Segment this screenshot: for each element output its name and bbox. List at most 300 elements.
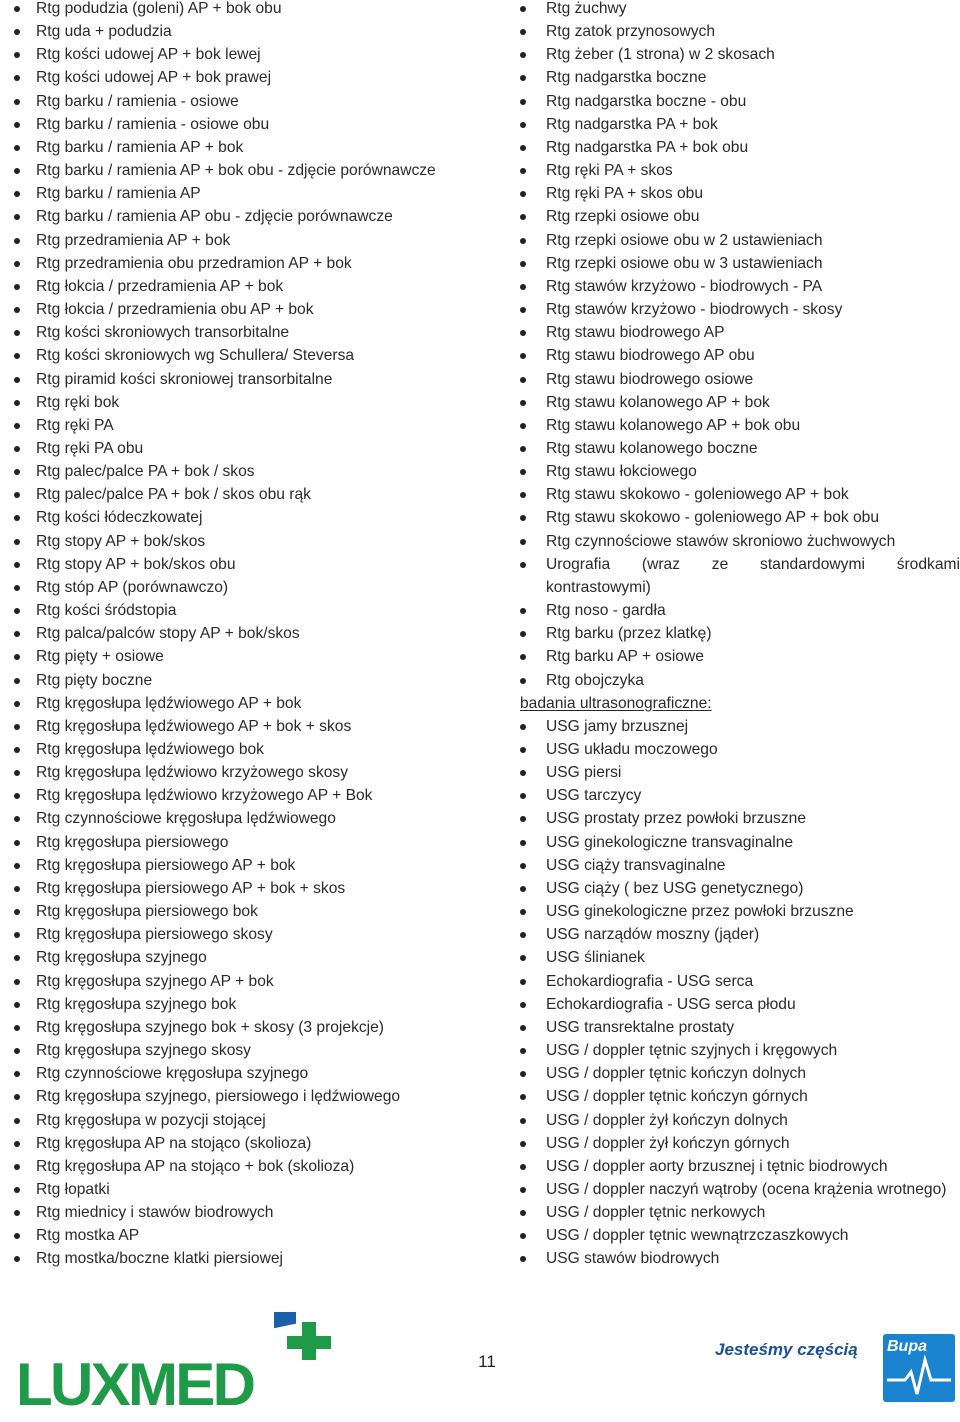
- page-number: 11: [478, 1352, 496, 1371]
- list-item-text: Rtg kręgosłupa piersiowego AP + bok + skos: [36, 879, 346, 897]
- bullet-icon: [520, 724, 526, 730]
- list-item-text: Rtg żeber (1 strona) w 2 skosach: [546, 46, 775, 64]
- list-item-text: Rtg kręgosłupa lędźwiowego bok: [36, 741, 264, 758]
- list-item: [505, 1247, 960, 1270]
- bullet-icon: [14, 29, 20, 35]
- list-item: [505, 784, 960, 807]
- list-item: [505, 1178, 960, 1201]
- list-item: [505, 368, 960, 391]
- list-item: [0, 645, 500, 668]
- bullet-icon: [520, 654, 526, 660]
- bullet-icon: [520, 1048, 526, 1054]
- list-item: [505, 599, 960, 622]
- list-item-text: USG piersi: [546, 764, 622, 782]
- list-item: [505, 20, 960, 43]
- bullet-icon: [14, 770, 20, 776]
- list-item-text: Rtg palec/palce PA + bok / skos: [36, 463, 255, 481]
- list-item-text: Rtg barku / ramienia AP + bok: [36, 138, 244, 156]
- bullet-icon: [520, 168, 526, 174]
- bullet-icon: [520, 793, 526, 799]
- list-item-text: Rtg pięty boczne: [36, 671, 153, 689]
- bullet-icon: [520, 1256, 526, 1262]
- bullet-icon: [520, 1025, 526, 1031]
- bullet-icon: [14, 631, 20, 637]
- list-item: [0, 0, 500, 20]
- list-item-text: Rtg palca/palców stopy AP + bok/skos: [36, 625, 300, 643]
- list-item-text: Rtg stawów krzyżowo - biodrowych - PA: [546, 277, 823, 295]
- bullet-icon: [520, 1164, 526, 1170]
- list-item: [505, 1155, 960, 1178]
- list-item-text: Rtg kręgosłupa lędźwiowo krzyżowego skosy: [36, 764, 349, 782]
- bupa-badge: [883, 1334, 955, 1402]
- list-item: [0, 66, 500, 89]
- list-item: [505, 669, 960, 692]
- bullet-icon: [14, 840, 20, 846]
- list-item-text: Rtg kręgosłupa AP na stojąco + bok (skolioza): [36, 1157, 355, 1175]
- list-item: [505, 738, 960, 761]
- list-item: [505, 900, 960, 923]
- bullet-icon: [520, 678, 526, 684]
- list-item: [0, 993, 500, 1016]
- right-column: [505, 0, 960, 1271]
- bullet-icon: [14, 1025, 20, 1031]
- bullet-icon: [14, 1141, 20, 1147]
- list-item: [505, 298, 960, 321]
- list-item-text: Rtg stopy AP + bok/skos obu: [36, 555, 236, 573]
- bullet-icon: [14, 724, 20, 730]
- list-item-text: Rtg kręgosłupa lędźwiowego AP + bok + skos: [36, 717, 352, 735]
- list-item-text: Rtg stawu skokowo - goleniowego AP + bok: [546, 486, 849, 504]
- list-item-text: USG ginekologiczne transvaginalne: [546, 833, 794, 851]
- list-item-text: Rtg kości skroniowych wg Schullera/ Steversa: [36, 347, 355, 365]
- bullet-icon: [14, 955, 20, 961]
- bullet-icon: [520, 816, 526, 822]
- list-item-text: Rtg barku / ramienia AP obu - zdjęcie porównawcze: [36, 208, 393, 226]
- list-item: [0, 275, 500, 298]
- urografia-word: standardowymi: [760, 555, 865, 573]
- list-item: [505, 1085, 960, 1108]
- list-item: [505, 970, 960, 993]
- list-item: [0, 391, 500, 414]
- list-item-text: Rtg kręgosłupa piersiowego AP + bok: [36, 856, 296, 874]
- bullet-icon: [14, 377, 20, 383]
- bullet-icon: [14, 863, 20, 869]
- list-item: [0, 136, 500, 159]
- bullet-icon: [14, 423, 20, 429]
- list-item-text: Rtg stawu biodrowego AP obu: [546, 347, 755, 365]
- list-item-text: Rtg kręgosłupa piersiowego bok: [36, 903, 258, 921]
- list-item: [505, 252, 960, 275]
- bullet-icon: [14, 562, 20, 568]
- list-item-text: Rtg nadgarstka boczne - obu: [546, 92, 747, 110]
- list-item-text: USG / doppler tętnic wewnątrzczaszkowych: [546, 1227, 849, 1245]
- list-item-text: USG / doppler aorty brzusznej i tętnic biodrowych: [546, 1157, 888, 1175]
- list-item: [505, 1224, 960, 1247]
- bullet-icon: [520, 6, 526, 12]
- list-item-text: Rtg kości śródstopia: [36, 602, 177, 620]
- bullet-icon: [14, 75, 20, 81]
- list-item: [0, 1062, 500, 1085]
- bullet-icon: [520, 1233, 526, 1239]
- list-item-text: Rtg kręgosłupa szyjnego: [36, 949, 207, 967]
- list-item-text: Rtg barku (przez klatkę): [546, 625, 712, 643]
- list-item-text: USG stawów biodrowych: [546, 1250, 720, 1268]
- bullet-icon: [14, 6, 20, 12]
- bullet-icon: [520, 1141, 526, 1147]
- list-item: [505, 946, 960, 969]
- list-item: [0, 946, 500, 969]
- bullet-icon: [520, 214, 526, 220]
- list-item-text: Rtg mostka/boczne klatki piersiowej: [36, 1250, 284, 1268]
- bullet-icon: [520, 840, 526, 846]
- bullet-icon: [14, 539, 20, 545]
- list-item: [0, 1039, 500, 1062]
- bullet-icon: [520, 191, 526, 197]
- bullet-icon: [14, 261, 20, 267]
- bullet-icon: [520, 284, 526, 290]
- list-item: [0, 831, 500, 854]
- bullet-icon: [14, 909, 20, 915]
- list-item: [505, 1132, 960, 1155]
- list-item-text: Rtg barku AP + osiowe: [546, 648, 704, 666]
- bullet-icon: [14, 701, 20, 707]
- bullet-icon: [520, 747, 526, 753]
- list-item-text: Rtg pięty + osiowe: [36, 648, 164, 666]
- list-item: [0, 854, 500, 877]
- bullet-icon: [14, 353, 20, 359]
- bullet-icon: [14, 1002, 20, 1008]
- bullet-icon: [14, 515, 20, 521]
- list-item: [0, 692, 500, 715]
- list-item-text: Rtg barku / ramienia AP: [36, 185, 201, 203]
- urografia-word: ze: [711, 555, 729, 573]
- list-item: [0, 113, 500, 136]
- list-item: [505, 414, 960, 437]
- list-item-text: Rtg kości skroniowych transorbitalne: [36, 324, 290, 342]
- list-item-text: Rtg ręki PA: [36, 416, 114, 434]
- bullet-icon: [14, 122, 20, 128]
- list-item-text: Rtg kręgosłupa w pozycji stojącej: [36, 1111, 266, 1129]
- list-item-text: Rtg kręgosłupa szyjnego skosy: [36, 1042, 251, 1060]
- list-item: [0, 298, 500, 321]
- list-item-text: Rtg ręki PA + skos: [546, 162, 673, 180]
- bullet-icon: [14, 747, 20, 753]
- list-item: [505, 205, 960, 228]
- list-item: [0, 970, 500, 993]
- bullet-icon: [520, 955, 526, 961]
- list-item: [505, 761, 960, 784]
- bullet-icon: [520, 1210, 526, 1216]
- list-item: [505, 1016, 960, 1039]
- list-item-text: Rtg barku / ramienia - osiowe: [36, 92, 239, 110]
- list-item: [0, 622, 500, 645]
- list-item: [505, 43, 960, 66]
- list-item: [505, 344, 960, 367]
- bullet-icon: [14, 678, 20, 684]
- list-item: [505, 645, 960, 668]
- list-item-text: Rtg kręgosłupa szyjnego bok + skosy (3 projekcje): [36, 1018, 384, 1036]
- bullet-icon: [520, 515, 526, 521]
- right-list-urografia: [505, 553, 960, 599]
- bullet-icon: [520, 608, 526, 614]
- bullet-icon: [14, 1071, 20, 1077]
- list-item: [505, 182, 960, 205]
- list-item-text: USG narządów moszny (jąder): [546, 926, 760, 944]
- bullet-icon: [520, 52, 526, 58]
- bullet-icon: [14, 1094, 20, 1100]
- list-item-text: Rtg stawu kolanowego AP + bok: [546, 393, 770, 411]
- bullet-icon: [14, 816, 20, 822]
- list-item: [0, 368, 500, 391]
- list-item: [505, 854, 960, 877]
- right-list-rtg-cont: [505, 599, 960, 692]
- list-item-text: USG prostaty przez powłoki brzuszne: [546, 810, 806, 828]
- bullet-icon: [14, 330, 20, 336]
- list-item: [505, 807, 960, 830]
- list-item-text: Rtg kręgosłupa piersiowego: [36, 833, 229, 851]
- bullet-icon: [520, 1071, 526, 1077]
- bullet-icon: [520, 353, 526, 359]
- list-item-text: Rtg stawu biodrowego AP: [546, 324, 725, 342]
- urografia-line-1: [546, 553, 960, 576]
- list-item-text: Rtg stawu biodrowego osiowe: [546, 370, 754, 388]
- bullet-icon: [14, 608, 20, 614]
- bupa-wordmark: Bupa: [887, 1338, 927, 1355]
- urografia-word: (wraz: [641, 555, 681, 573]
- list-item: [505, 715, 960, 738]
- bullet-icon: [520, 492, 526, 498]
- list-item-text: Rtg stawu kolanowego boczne: [546, 439, 758, 457]
- bupa-slogan: Jesteśmy częścią: [715, 1340, 858, 1359]
- bullet-icon: [520, 99, 526, 105]
- list-item: [0, 252, 500, 275]
- list-item-text: Rtg kręgosłupa lędźwiowego AP + bok: [36, 694, 302, 712]
- bullet-icon: [520, 886, 526, 892]
- list-item: [0, 553, 500, 576]
- list-item: [505, 66, 960, 89]
- bullet-icon: [520, 979, 526, 985]
- list-item-text: Rtg łokcia / przedramienia obu AP + bok: [36, 301, 314, 319]
- list-item: [505, 90, 960, 113]
- bullet-icon: [520, 863, 526, 869]
- list-item: [0, 321, 500, 344]
- list-item: [505, 321, 960, 344]
- page-footer: [0, 1300, 960, 1422]
- list-item-text: Rtg nadgarstka boczne: [546, 69, 707, 87]
- list-item-text: Rtg kości udowej AP + bok prawej: [36, 69, 272, 87]
- list-item: [0, 738, 500, 761]
- bullet-icon: [14, 446, 20, 452]
- list-item: [0, 20, 500, 43]
- bullet-icon: [14, 979, 20, 985]
- bullet-icon: [14, 214, 20, 220]
- bupa-logo: [715, 1334, 960, 1404]
- list-item: [0, 43, 500, 66]
- list-item: [0, 599, 500, 622]
- bullet-icon: [520, 29, 526, 35]
- bullet-icon: [520, 423, 526, 429]
- bullet-icon: [520, 1002, 526, 1008]
- list-item-text: Rtg miednicy i stawów biodrowych: [36, 1204, 274, 1222]
- bullet-icon: [14, 284, 20, 290]
- bullet-icon: [520, 562, 526, 568]
- list-item: [0, 1109, 500, 1132]
- bullet-icon: [520, 400, 526, 406]
- list-item: [0, 159, 500, 182]
- list-item: [0, 900, 500, 923]
- list-item-text: USG / doppler żył kończyn dolnych: [546, 1111, 788, 1129]
- list-item-text: Rtg noso - gardła: [546, 602, 666, 620]
- list-item: [505, 136, 960, 159]
- list-item-text: Rtg przedramienia obu przedramion AP + bok: [36, 254, 352, 272]
- list-item: [505, 1062, 960, 1085]
- list-item-text: Rtg ręki bok: [36, 393, 120, 411]
- list-item-text: Rtg kości łódeczkowatej: [36, 509, 203, 527]
- list-item-text: USG układu moczowego: [546, 741, 718, 758]
- list-item: [0, 576, 500, 599]
- bullet-icon: [520, 932, 526, 938]
- bullet-icon: [14, 1187, 20, 1193]
- bullet-icon: [14, 52, 20, 58]
- bullet-icon: [520, 261, 526, 267]
- bullet-icon: [14, 654, 20, 660]
- list-item-text: USG ciąży transvaginalne: [546, 856, 726, 874]
- list-item: [0, 715, 500, 738]
- list-item: [0, 1155, 500, 1178]
- bullet-icon: [520, 909, 526, 915]
- list-item: [0, 205, 500, 228]
- list-item-text: Rtg stawu kolanowego AP + bok obu: [546, 416, 801, 434]
- list-item-text: Rtg czynnościowe kręgosłupa lędźwiowego: [36, 810, 336, 828]
- bullet-icon: [520, 631, 526, 637]
- urografia-line-2: kontrastowymi): [546, 578, 651, 596]
- list-item-text: Rtg żuchwy: [546, 0, 627, 17]
- list-item: [0, 483, 500, 506]
- list-item: [0, 229, 500, 252]
- list-item-text: Rtg kręgosłupa szyjnego AP + bok: [36, 972, 274, 990]
- list-item: [0, 182, 500, 205]
- list-item-text: Rtg stawu łokciowego: [546, 463, 697, 481]
- list-item-text: Rtg ręki PA obu: [36, 439, 144, 457]
- list-item: [0, 1201, 500, 1224]
- list-item: [0, 669, 500, 692]
- bullet-icon: [520, 1187, 526, 1193]
- list-item: [505, 993, 960, 1016]
- bullet-icon: [520, 446, 526, 452]
- list-item-text: Rtg podudzia (goleni) AP + bok obu: [36, 0, 282, 17]
- bullet-icon: [14, 168, 20, 174]
- list-item: [505, 506, 960, 529]
- bullet-icon: [520, 238, 526, 244]
- list-item-text: USG / doppler tętnic nerkowych: [546, 1204, 766, 1222]
- list-item: [505, 530, 960, 553]
- list-item-text: Echokardiografia - USG serca płodu: [546, 995, 796, 1013]
- list-item-text: USG / doppler tętnic kończyn dolnych: [546, 1065, 807, 1083]
- list-item: [0, 90, 500, 113]
- list-item-text: Rtg kręgosłupa szyjnego bok: [36, 995, 237, 1013]
- list-item-text: Rtg mostka AP: [36, 1227, 140, 1245]
- right-list-rtg: [505, 0, 960, 553]
- list-item-text: Rtg zatok przynosowych: [546, 23, 716, 41]
- list-item-text: Rtg nadgarstka PA + bok obu: [546, 138, 749, 156]
- list-item: [505, 0, 960, 20]
- list-item: [505, 229, 960, 252]
- bullet-icon: [14, 793, 20, 799]
- list-item-text: Rtg barku / ramienia AP + bok obu - zdjęcie porównawcze: [36, 162, 436, 180]
- usg-section-heading: badania ultrasonograficzne:: [520, 694, 712, 712]
- bullet-icon: [520, 122, 526, 128]
- list-item: [0, 1016, 500, 1039]
- list-item-text: USG ślinianek: [546, 949, 645, 967]
- bullet-icon: [14, 1164, 20, 1170]
- urografia-word: środkami: [896, 555, 960, 573]
- list-item: [0, 1247, 500, 1270]
- list-item: [505, 275, 960, 298]
- list-item: [0, 1132, 500, 1155]
- bullet-icon: [520, 377, 526, 383]
- heartbeat-icon: [883, 1334, 955, 1402]
- list-item-text: Rtg kręgosłupa lędźwiowo krzyżowego AP + Bok: [36, 787, 373, 805]
- list-item: [505, 923, 960, 946]
- bullet-icon: [14, 585, 20, 591]
- list-item: [0, 506, 500, 529]
- list-item-text: Rtg czynnościowe kręgosłupa szyjnego: [36, 1065, 309, 1083]
- bullet-icon: [520, 1094, 526, 1100]
- bullet-icon: [520, 75, 526, 81]
- list-item-text: Rtg rzepki osiowe obu w 3 ustawieniach: [546, 254, 823, 272]
- list-item-text: Rtg kości udowej AP + bok lewej: [36, 46, 261, 64]
- list-item: [505, 437, 960, 460]
- left-column-list: [0, 0, 500, 1271]
- list-item: [505, 831, 960, 854]
- list-item-text: Rtg palec/palce PA + bok / skos obu rąk: [36, 486, 311, 504]
- list-item-text: Rtg rzepki osiowe obu: [546, 208, 700, 226]
- luxmed-logo: [12, 1312, 337, 1412]
- list-item-text: Rtg ręki PA + skos obu: [546, 185, 704, 203]
- list-item: [0, 530, 500, 553]
- list-item: [505, 159, 960, 182]
- bullet-icon: [520, 330, 526, 336]
- list-item: [505, 1039, 960, 1062]
- list-item: [0, 344, 500, 367]
- list-item-text: USG ginekologiczne przez powłoki brzuszne: [546, 903, 854, 921]
- list-item: [505, 1109, 960, 1132]
- bullet-icon: [14, 400, 20, 406]
- list-item: [505, 391, 960, 414]
- list-item-text: USG / doppler naczyń wątroby (ocena krążenia wrotnego): [546, 1180, 947, 1198]
- bullet-icon: [14, 1233, 20, 1239]
- list-item-text: Rtg kręgosłupa AP na stojąco (skolioza): [36, 1134, 312, 1152]
- list-item-text: Rtg piramid kości skroniowej transorbitalne: [36, 370, 333, 388]
- luxmed-wordmark: LUXMED: [16, 1351, 256, 1412]
- list-item-text: USG jamy brzusznej: [546, 717, 689, 735]
- list-item-text: USG transrektalne prostaty: [546, 1018, 735, 1036]
- bullet-icon: [14, 307, 20, 313]
- list-item-text: Rtg uda + podudzia: [36, 23, 172, 41]
- list-item: [505, 483, 960, 506]
- list-item: [0, 923, 500, 946]
- bullet-icon: [14, 99, 20, 105]
- list-item-text: Rtg stawów krzyżowo - biodrowych - skosy: [546, 301, 843, 319]
- list-item: [505, 113, 960, 136]
- list-item: [0, 784, 500, 807]
- list-item: [0, 761, 500, 784]
- bullet-icon: [520, 539, 526, 545]
- list-item-text: Rtg kręgosłupa szyjnego, piersiowego i lędźwiowego: [36, 1088, 401, 1106]
- bullet-icon: [14, 238, 20, 244]
- list-item: [0, 437, 500, 460]
- list-item-text: Rtg czynnościowe stawów skroniowo żuchwowych: [546, 532, 896, 550]
